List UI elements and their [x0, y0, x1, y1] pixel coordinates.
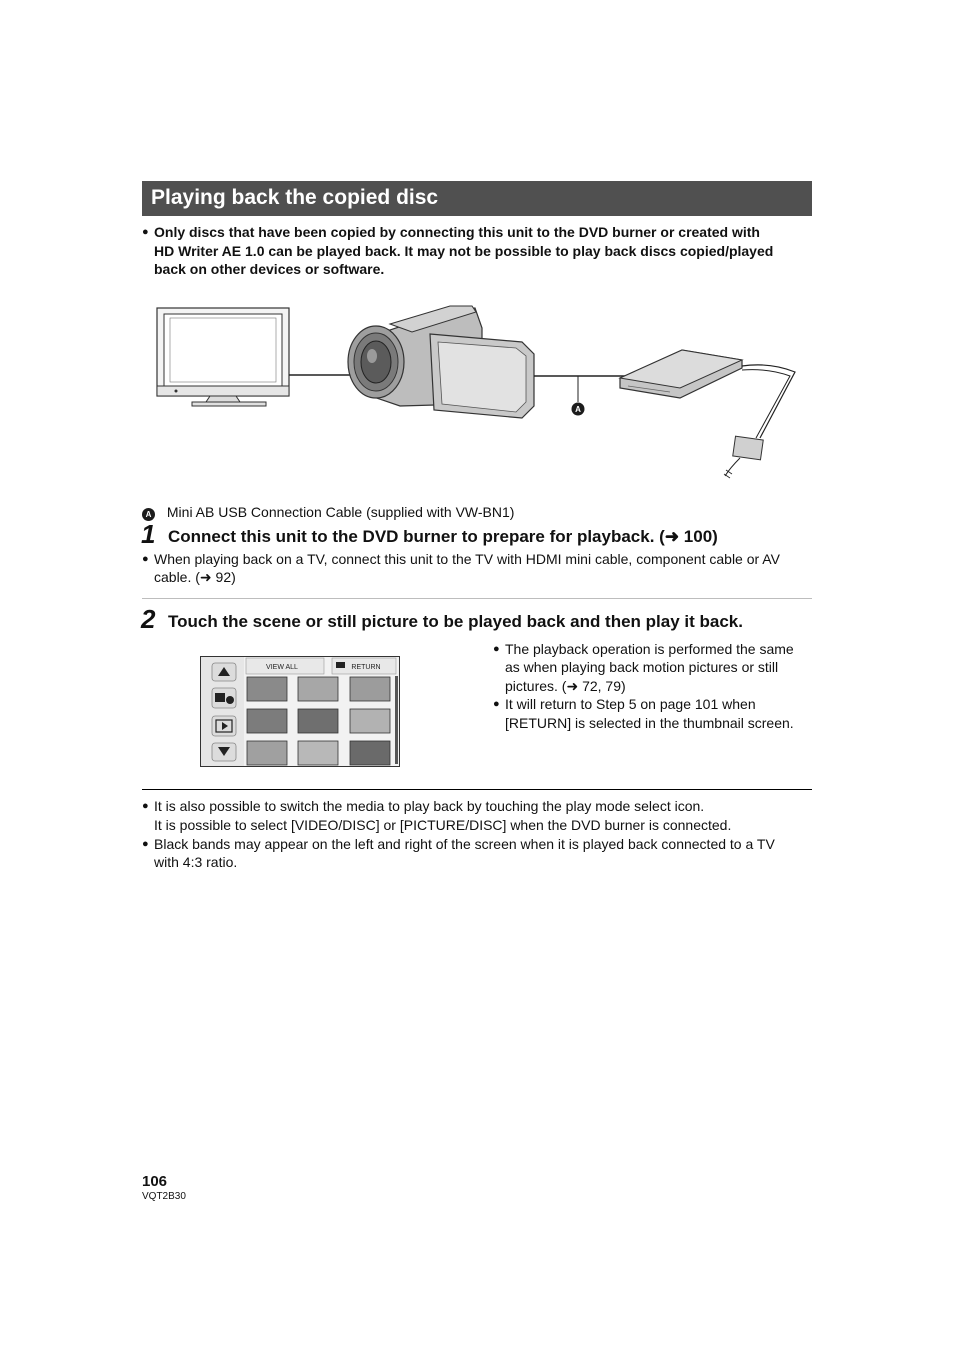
step-1-note-line-2: cable. (➜ 92): [154, 569, 236, 585]
step-2-note-1: [493, 640, 823, 700]
scroll-up-button[interactable]: [212, 663, 236, 681]
scroll-down-button[interactable]: [212, 743, 236, 761]
step-1-title: Connect this unit to the DVD burner to prepare for playback. (➜ 100): [168, 527, 718, 546]
step-2-number: 2: [141, 604, 156, 634]
note-1: [142, 797, 822, 837]
step-2-note-1-line-3: pictures. (➜ 72, 79): [505, 678, 626, 694]
callout-a-badge: A: [142, 508, 155, 521]
page-number: 106: [142, 1173, 168, 1190]
thumbnail[interactable]: [247, 709, 287, 733]
bullet-icon: ●: [493, 643, 500, 655]
thumbnail[interactable]: [247, 677, 287, 701]
step-2-note-1-line-1: The playback operation is performed the same: [505, 641, 794, 657]
section-title: Playing back the copied disc: [151, 186, 439, 209]
camcorder-illustration: [348, 306, 578, 418]
bullet-icon: ●: [142, 800, 149, 812]
step-2-title: Touch the scene or still picture to be played back and then play it back.: [168, 612, 743, 631]
thumbnail[interactable]: [350, 677, 390, 701]
return-button-label: RETURN: [351, 664, 381, 671]
thumbnail[interactable]: [247, 741, 287, 765]
section-header: [142, 181, 812, 216]
thumbnail-grid: [247, 677, 390, 765]
bullet-icon: ●: [493, 698, 500, 710]
note-1-line-2: It is possible to select [VIDEO/DISC] or [PICTURE/DISC] when the DVD burner is connected.: [154, 817, 732, 833]
figure-caption: [142, 504, 514, 521]
thumbnail[interactable]: [298, 741, 338, 765]
step-2-note-1-line-2: as when playing back motion pictures or still: [505, 659, 779, 675]
intro-note: [142, 223, 822, 281]
return-button[interactable]: [332, 658, 396, 674]
intro-line-3: back on other devices or software.: [154, 261, 385, 277]
note-2-line-1: Black bands may appear on the left and right of the screen when it is played back connected to a TV: [154, 836, 775, 852]
note-1-line-1: It is also possible to switch the media to play back by touching the play mode select icon.: [154, 798, 705, 814]
step-1-note: [142, 550, 822, 590]
note-2: [142, 835, 822, 875]
thumbnail-screen-illustration: [200, 656, 400, 767]
connection-illustration: [150, 298, 810, 483]
play-icon[interactable]: [212, 716, 236, 736]
view-all-tab[interactable]: [246, 658, 324, 674]
note-2-line-2: with 4:3 ratio.: [154, 854, 238, 870]
bullet-icon: ●: [142, 553, 149, 565]
thumbnail[interactable]: [298, 709, 338, 733]
step-1-number: 1: [141, 519, 156, 549]
bullet-icon: ●: [142, 838, 149, 850]
step-2-note-2: [493, 695, 823, 735]
step-2-note-2-line-2: [RETURN] is selected in the thumbnail screen.: [505, 715, 794, 731]
dvd-burner-illustration: [620, 350, 742, 398]
caption-text: Mini AB USB Connection Cable (supplied with VW-BN1): [166, 504, 515, 520]
callout-a-label: A: [575, 405, 581, 414]
tv-illustration: [157, 308, 289, 406]
thumbnail[interactable]: [350, 741, 390, 765]
notes-divider: [142, 789, 812, 790]
step-divider: [142, 598, 812, 599]
step-2-note-2-line-1: It will return to Step 5 on page 101 when: [505, 696, 756, 712]
thumbnail[interactable]: [298, 677, 338, 701]
view-all-tab-label: VIEW ALL: [266, 664, 298, 671]
step-1-note-line-1: When playing back on a TV, connect this unit to the TV with HDMI mini cable, component cable or AV: [154, 551, 780, 567]
model-code: VQT2B30: [142, 1191, 186, 1202]
play-mode-select-icon[interactable]: [212, 688, 236, 708]
bullet-icon: ●: [142, 226, 149, 238]
thumbnail[interactable]: [350, 709, 390, 733]
intro-line-2: HD Writer AE 1.0 can be played back. It may not be possible to play back discs copied/played: [154, 243, 774, 259]
intro-line-1: Only discs that have been copied by connecting this unit to the DVD burner or created with: [154, 224, 760, 240]
